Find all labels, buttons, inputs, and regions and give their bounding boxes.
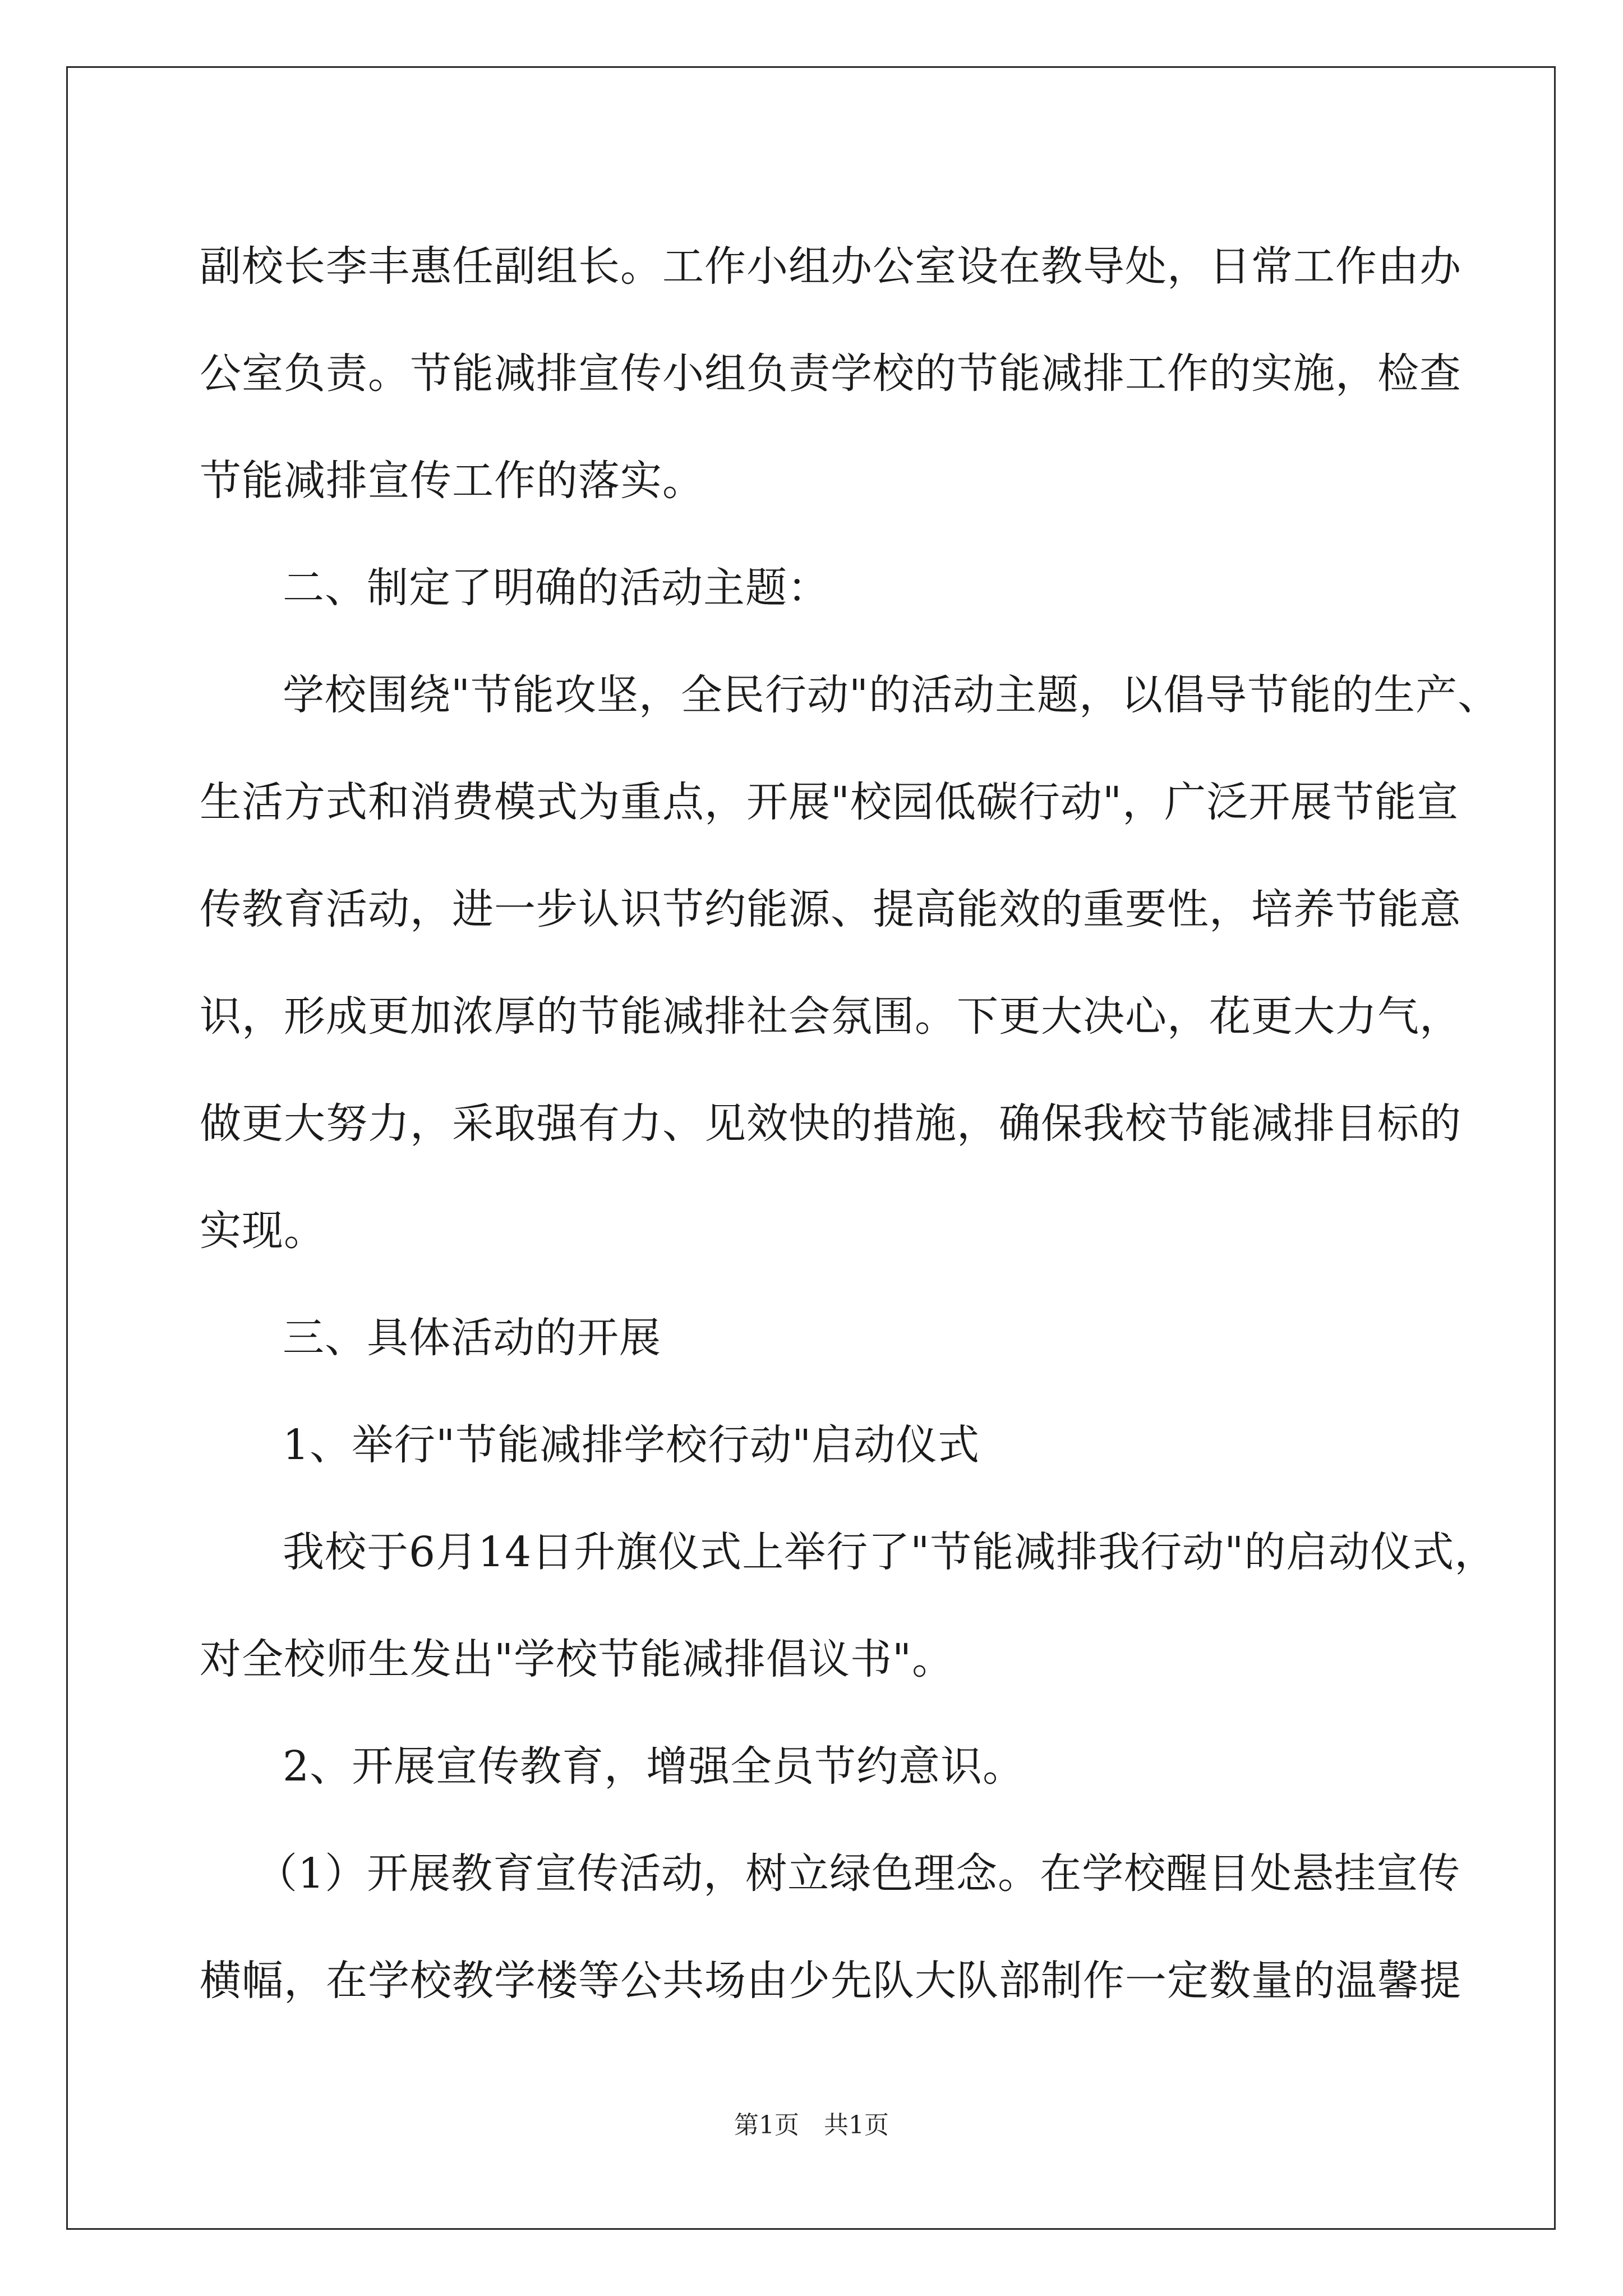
subsection-heading: 1、举行"节能减排学校行动"启动仪式 bbox=[283, 1421, 980, 1469]
paragraph-line: 我校于6月14日升旗仪式上举行了"节能减排我行动"的启动仪式， bbox=[283, 1528, 1497, 1576]
paragraph-line: 对全校师生发出"学校节能减排倡议书"。 bbox=[200, 1635, 955, 1683]
document-body bbox=[200, 213, 1500, 2035]
paragraph-line: 公室负责。节能减排宣传小组负责学校的节能减排工作的实施，检查 bbox=[200, 349, 1461, 398]
section-heading: 三、具体活动的开展 bbox=[283, 1314, 661, 1362]
section-heading: 二、制定了明确的活动主题： bbox=[283, 564, 829, 612]
paragraph-line: 生活方式和消费模式为重点，开展"校园低碳行动"，广泛开展节能宣 bbox=[200, 778, 1459, 826]
paragraph-line: 实现。 bbox=[200, 1207, 326, 1255]
paragraph-line: 传教育活动，进一步认识节约能源、提高能效的重要性，培养节能意 bbox=[200, 885, 1461, 933]
paragraph-line: 横幅，在学校教学楼等公共场由少先队大队部制作一定数量的温馨提 bbox=[200, 1957, 1461, 2005]
page-footer: 第1页 共1页 bbox=[734, 2111, 889, 2139]
paragraph-line: 做更大努力，采取强有力、见效快的措施，确保我校节能减排目标的 bbox=[200, 1099, 1461, 1148]
paragraph-line: 副校长李丰惠任副组长。工作小组办公室设在教导处，日常工作由办 bbox=[200, 242, 1461, 291]
paragraph-line: 识，形成更加浓厚的节能减排社会氛围。下更大决心，花更大力气， bbox=[200, 992, 1461, 1041]
paragraph-line: （1）开展教育宣传活动，树立绿色理念。在学校醒目处悬挂宣传 bbox=[256, 1849, 1461, 1898]
paragraph-line: 学校围绕"节能攻坚，全民行动"的活动主题，以倡导节能的生产、 bbox=[283, 671, 1500, 719]
paragraph-line: 节能减排宣传工作的落实。 bbox=[200, 457, 704, 505]
subsection-heading: 2、开展宣传教育，增强全员节约意识。 bbox=[283, 1742, 1025, 1791]
